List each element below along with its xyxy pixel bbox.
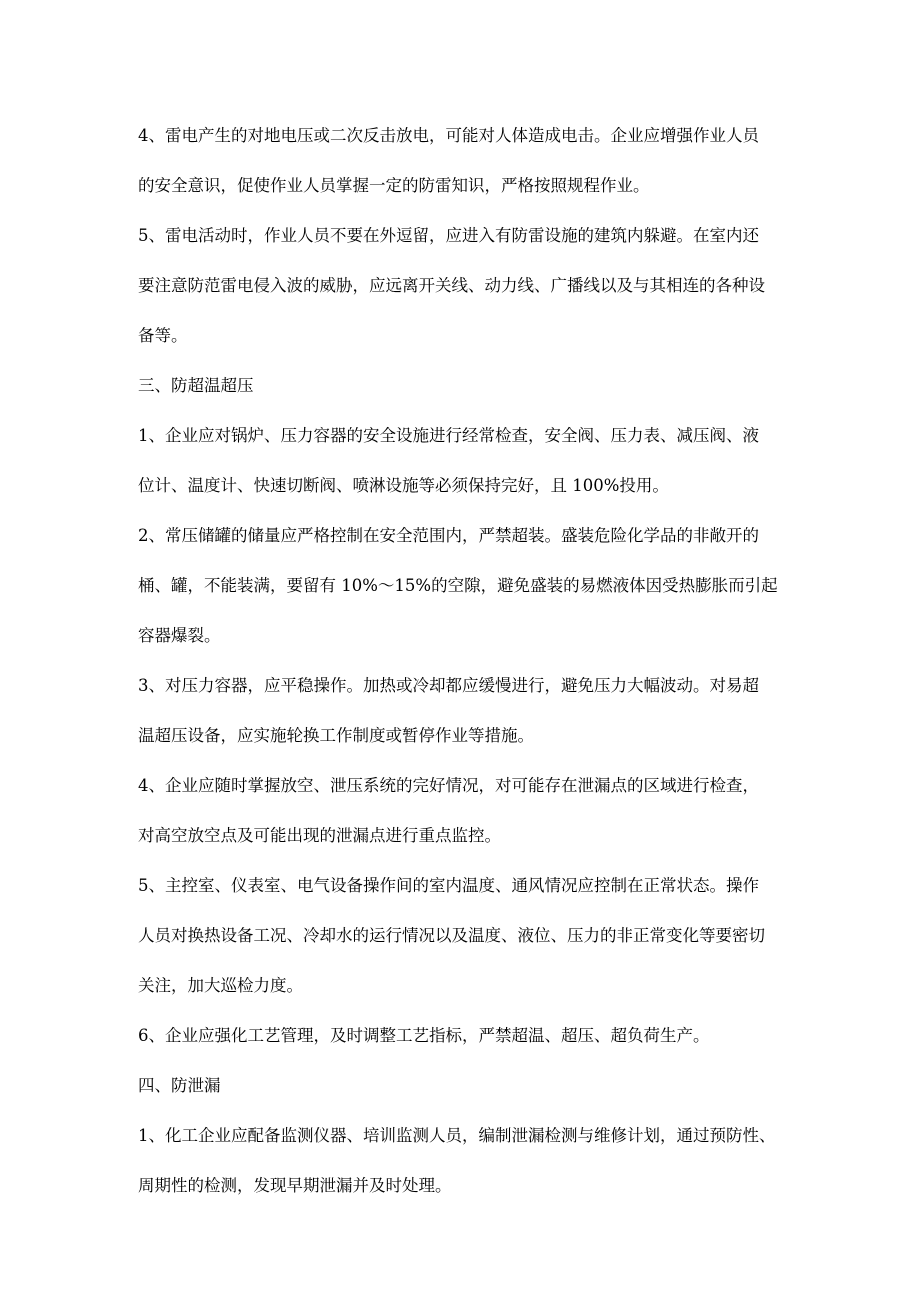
text-line: 周期性的检测，发现早期泄漏并及时处理。 xyxy=(138,1176,452,1195)
text-line: 5、雷电活动时，作业人员不要在外逗留，应进入有防雷设施的建筑内躲避。在室内还 xyxy=(138,226,759,245)
text-line: 关注，加大巡检力度。 xyxy=(138,976,303,995)
text-line: 对高空放空点及可能出现的泄漏点进行重点监控。 xyxy=(138,826,501,845)
section-heading: 三、防超温超压 xyxy=(138,376,254,395)
text-line: 要注意防范雷电侵入波的威胁，应远离开关线、动力线、广播线以及与其相连的各种设 xyxy=(138,276,765,295)
text-line: 人员对换热设备工况、冷却水的运行情况以及温度、液位、压力的非正常变化等要密切 xyxy=(138,926,765,945)
text-line: 温超压设备，应实施轮换工作制度或暂停作业等措施。 xyxy=(138,726,534,745)
document-page xyxy=(138,118,798,1218)
text-line: 位计、温度计、快速切断阀、喷淋设施等必须保持完好，且 100%投用。 xyxy=(138,476,669,495)
text-line: 桶、罐，不能装满，要留有 10%～15%的空隙，避免盛装的易燃液体因受热膨胀而引起 xyxy=(138,576,778,595)
text-line: 3、对压力容器，应平稳操作。加热或冷却都应缓慢进行，避免压力大幅波动。对易超 xyxy=(138,676,759,695)
text-line: 1、化工企业应配备监测仪器、培训监测人员，编制泄漏检测与维修计划，通过预防性、 xyxy=(138,1126,776,1145)
text-line: 5、主控室、仪表室、电气设备操作间的室内温度、通风情况应控制在正常状态。操作 xyxy=(138,876,759,895)
text-line: 4、企业应随时掌握放空、泄压系统的完好情况，对可能存在泄漏点的区域进行检查， xyxy=(138,776,759,795)
text-line: 1、企业应对锅炉、压力容器的安全设施进行经常检查，安全阀、压力表、减压阀、液 xyxy=(138,426,759,445)
text-line: 2、常压储罐的储量应严格控制在安全范围内，严禁超装。盛装危险化学品的非敞开的 xyxy=(138,526,759,545)
text-line: 6、企业应强化工艺管理，及时调整工艺指标，严禁超温、超压、超负荷生产。 xyxy=(138,1026,710,1045)
text-line: 备等。 xyxy=(138,326,188,345)
text-line: 4、雷电产生的对地电压或二次反击放电，可能对人体造成电击。企业应增强作业人员 xyxy=(138,126,759,145)
text-line: 容器爆裂。 xyxy=(138,626,221,645)
section-heading: 四、防泄漏 xyxy=(138,1076,221,1095)
text-line: 的安全意识，促使作业人员掌握一定的防雷知识，严格按照规程作业。 xyxy=(138,176,650,195)
